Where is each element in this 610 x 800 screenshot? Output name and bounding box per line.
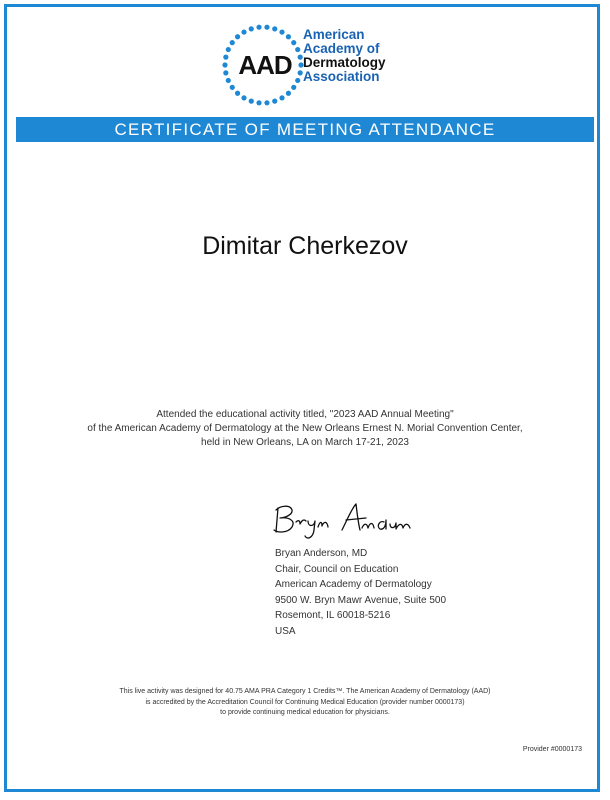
logo-line: Dermatology (303, 55, 386, 70)
logo-dot (272, 26, 277, 31)
logo-dot (256, 25, 261, 30)
logo-dot (241, 29, 246, 34)
logo-dot (286, 91, 291, 96)
logo-dot (279, 29, 284, 34)
logo-line: Association (303, 69, 380, 84)
logo-dot (230, 40, 235, 45)
signatory-details (275, 546, 535, 639)
logo-dot (291, 40, 296, 45)
logo-dot (279, 95, 284, 100)
recipient-name: Dimitar Cherkezov (202, 232, 408, 260)
attendance-statement (40, 408, 570, 450)
logo-wordmark (303, 28, 413, 84)
logo-dot (235, 91, 240, 96)
logo-dot (264, 100, 269, 105)
logo-dot (272, 99, 277, 104)
logo-dot (241, 95, 246, 100)
signatory-address-city: Rosemont, IL 60018-5216 (275, 610, 391, 621)
logo-dot (249, 99, 254, 104)
signature (262, 500, 414, 544)
logo-mark: AAD (238, 50, 292, 80)
footnote-line: to provide continuing medical education for physicians. (220, 709, 390, 716)
accreditation-footnote (40, 687, 570, 719)
footnote-line: This live activity was designed for 40.75 AMA PRA Category 1 Credits™. The American Academy of Dermatology (AAD) (119, 688, 491, 695)
signatory-organization: American Academy of Dermatology (275, 579, 432, 590)
statement-line: held in New Orleans, LA on March 17-21, 2023 (201, 437, 409, 448)
signatory-address-country: USA (275, 625, 296, 637)
logo-line: American (303, 27, 365, 42)
logo-dot (222, 62, 227, 67)
logo-dot (264, 25, 269, 30)
provider-number: Provider #0000173 (522, 746, 582, 753)
logo-dot (230, 85, 235, 90)
logo-dot (291, 85, 296, 90)
certificate-title-banner: CERTIFICATE OF MEETING ATTENDANCE (16, 117, 594, 142)
logo-dot (223, 55, 228, 60)
signatory-name: Bryan Anderson, MD (275, 548, 368, 559)
logo-dot (235, 34, 240, 39)
signatory-title: Chair, Council on Education (275, 563, 399, 575)
logo-dot (223, 70, 228, 75)
footnote-line: is accredited by the Accreditation Council for Continuing Medical Education (provider number 0000173) (145, 698, 465, 706)
statement-line: Attended the educational activity titled, "2023 AAD Annual Meeting" (156, 409, 454, 420)
aad-logo (220, 22, 410, 108)
logo-line: Academy of (303, 41, 380, 56)
logo-dot (249, 26, 254, 31)
logo-dot (256, 100, 261, 105)
logo-dot (286, 34, 291, 39)
statement-line: of the American Academy of Dermatology at the New Orleans Ernest N. Morial Convention Center, (87, 423, 523, 434)
signatory-address-street: 9500 W. Bryn Mawr Avenue, Suite 500 (275, 594, 447, 606)
